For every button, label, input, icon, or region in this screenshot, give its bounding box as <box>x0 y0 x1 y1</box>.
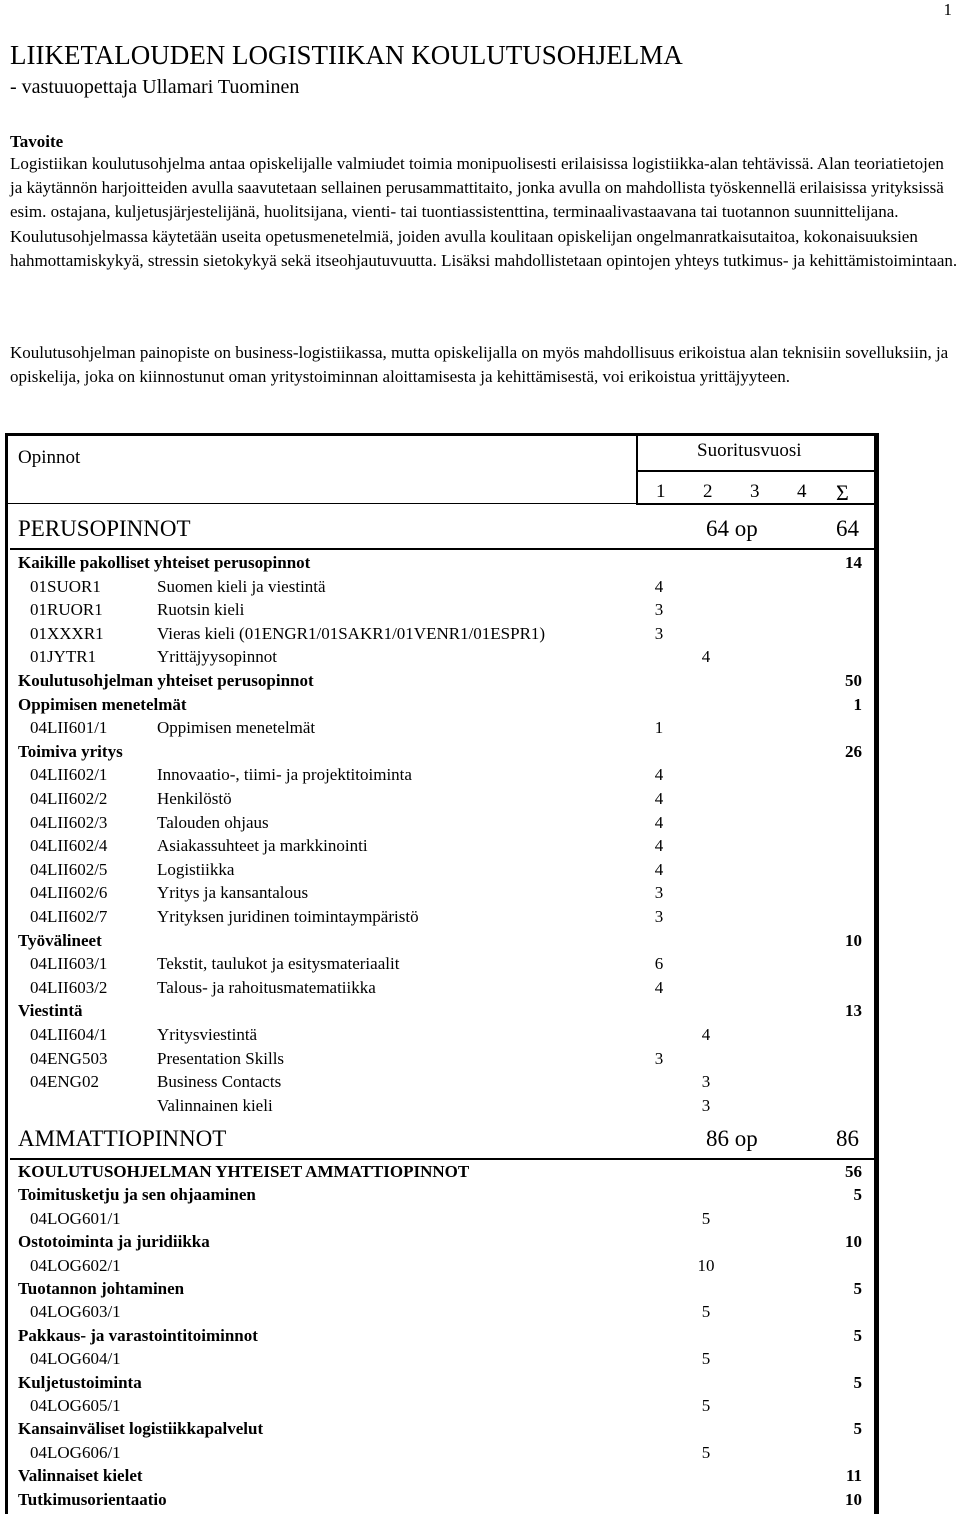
course-name: Ruotsin kieli <box>157 600 245 620</box>
course-code: 04LOG602/1 <box>30 1255 121 1275</box>
course-row <box>0 813 960 836</box>
course-name: Yrityksen juridinen toimintaympäristö <box>157 907 419 926</box>
course-code: 04LOG605/1 <box>30 1396 121 1415</box>
course-row <box>0 1396 960 1419</box>
course-code: 01RUOR1 <box>30 600 103 620</box>
header-year-divider <box>638 470 879 472</box>
course-code: 01JYTR1 <box>30 647 97 667</box>
section-perusopinnot-title: PERUSOPINNOT <box>18 516 191 541</box>
course-name: Valinnainen kieli <box>157 1095 273 1115</box>
paragraph-goal: Logistiikan koulutusohjelma antaa opiskelijalle valmiudet toimia monipuolisesti erilaisissa logistiikka-alan tehtävissä. Alan teoriatietojen ja käytännön harjoitteiden avulla saavutetaan sellainen perusammattitaito, jonka avulla on mahdollista työskennellä erilaisissa yrityksissä esim. ostajana, kuljetusjärjestelijänä, huolitsijana, vienti- tai tuontiassistenttina, terminaalivastaavana tai tuotannon suunnittelijana. Koulutusohjelmassa käytetään useita opetusmenetelmiä, joiden avulla koulitaan opiskelijan ongelmanratkaisutaitoa, kokonaisuuksien hahmottamiskykyä, stressin sietokykyä sekä itseohjautuvuutta. Lisäksi mahdollistetaan opintojen yhteys tutkimus- ja kehittämistoimintaan. <box>10 154 958 270</box>
course-name: Talouden ohjaus <box>157 812 269 832</box>
group-row <box>0 1326 960 1349</box>
group-row <box>0 671 960 694</box>
course-credits: 4 <box>654 836 664 856</box>
group-row <box>0 553 960 576</box>
course-name: Henkilöstö <box>157 789 232 808</box>
group-total: 5 <box>853 1419 862 1439</box>
course-code: 04LOG601/1 <box>30 1208 121 1228</box>
group-total: 1 <box>853 694 862 714</box>
group-row <box>0 742 960 765</box>
section-divider <box>10 548 878 550</box>
course-row <box>0 883 960 906</box>
group-row <box>0 695 960 718</box>
course-row <box>0 1209 960 1232</box>
group-label: Toimitusketju ja sen ohjaaminen <box>18 1185 256 1205</box>
group-label: Pakkaus- ja varastointitoiminnot <box>18 1325 258 1345</box>
course-code: 04LII602/4 <box>30 836 108 856</box>
course-code: 04LII603/1 <box>30 954 108 974</box>
header-year-4: 4 <box>797 481 807 502</box>
course-credits: 4 <box>701 1025 711 1044</box>
course-name: Innovaatio-, tiimi- ja projektitoiminta <box>157 765 412 785</box>
course-name: Yrittäjyysopinnot <box>157 647 277 667</box>
course-credits: 3 <box>654 600 664 620</box>
course-code: 04LOG603/1 <box>30 1302 121 1322</box>
group-total: 13 <box>845 1001 862 1021</box>
course-row <box>0 954 960 977</box>
course-code: 04LII601/1 <box>30 718 108 738</box>
course-code: 01XXXR1 <box>30 623 104 643</box>
section-ammattiopinnot-op: 86 op <box>706 1126 758 1151</box>
group-total: 5 <box>853 1325 862 1345</box>
header-sum-symbol: Σ <box>836 480 849 505</box>
group-row <box>0 1279 960 1302</box>
group-row <box>0 1185 960 1208</box>
course-credits: 4 <box>654 977 664 997</box>
course-credits: 4 <box>701 647 711 667</box>
header-year-2: 2 <box>703 481 713 502</box>
course-name: Oppimisen menetelmät <box>157 718 316 738</box>
course-code: 04ENG02 <box>30 1072 99 1092</box>
course-credits: 5 <box>701 1349 711 1369</box>
course-row <box>0 1302 960 1325</box>
course-row <box>0 765 960 788</box>
course-credits: 5 <box>701 1442 711 1462</box>
group-row <box>0 1232 960 1255</box>
course-row <box>0 978 960 1001</box>
group-total: 10 <box>845 930 862 950</box>
group-row <box>0 1162 960 1185</box>
course-code: 04LII603/2 <box>30 977 108 997</box>
course-code: 01SUOR1 <box>30 576 101 596</box>
course-name: Asiakassuhteet ja markkinointi <box>157 836 368 856</box>
course-credits: 3 <box>654 907 664 926</box>
group-total: 5 <box>853 1372 862 1392</box>
course-row <box>0 624 960 647</box>
course-row <box>0 907 960 930</box>
group-row <box>0 1466 960 1489</box>
section-ammattiopinnot-total: 86 <box>836 1126 859 1151</box>
course-credits: 3 <box>701 1072 711 1092</box>
course-credits: 4 <box>654 765 664 785</box>
course-row <box>0 1256 960 1279</box>
group-label: Valinnaiset kielet <box>18 1466 143 1486</box>
group-label: Työvälineet <box>18 930 102 950</box>
group-label: Kaikille pakolliset yhteiset perusopinnot <box>18 553 311 572</box>
course-code: 04LII602/5 <box>30 859 108 879</box>
course-row <box>0 836 960 859</box>
header-year-1: 1 <box>656 481 666 502</box>
header-opinnot: Opinnot <box>18 447 81 468</box>
section-ammattiopinnot-title: AMMATTIOPINNOT <box>18 1126 227 1151</box>
group-row <box>0 1490 960 1513</box>
group-total: 10 <box>845 1489 862 1509</box>
course-row <box>0 718 960 741</box>
page-number: 1 <box>943 0 952 19</box>
group-total: 50 <box>845 671 862 690</box>
course-row <box>0 647 960 670</box>
course-row <box>0 1096 960 1119</box>
course-code: 04LII602/3 <box>30 812 108 832</box>
course-name: Yritys ja kansantalous <box>157 883 309 903</box>
course-code: 04LII602/2 <box>30 789 108 808</box>
group-label: Tutkimusorientaatio <box>18 1489 167 1509</box>
group-label: Toimiva yritys <box>18 741 123 761</box>
course-name: Tekstit, taulukot ja esitysmateriaalit <box>157 954 400 974</box>
group-label: Kuljetustoiminta <box>18 1372 142 1392</box>
course-credits: 3 <box>654 883 664 903</box>
course-code: 04LII602/6 <box>30 883 108 903</box>
course-name: Suomen kieli ja viestintä <box>157 576 326 596</box>
tavoite-heading: Tavoite <box>10 132 64 151</box>
course-credits: 1 <box>654 718 664 738</box>
course-name: Yritysviestintä <box>157 1025 258 1044</box>
course-credits: 5 <box>701 1396 711 1415</box>
document-subtitle: - vastuuopettaja Ullamari Tuominen <box>10 76 300 98</box>
group-label: Tuotannon johtaminen <box>18 1279 185 1298</box>
course-row <box>0 860 960 883</box>
group-label: Oppimisen menetelmät <box>18 694 187 714</box>
group-total: 10 <box>845 1232 862 1252</box>
group-label: Koulutusohjelman yhteiset perusopinnot <box>18 671 314 690</box>
course-credits: 5 <box>701 1208 711 1228</box>
paragraph-focus: Koulutusohjelman painopiste on business-logistiikassa, mutta opiskelijalla on myös mahdollisuus erikoistua alan teknisiin sovelluksiin, ja opiskelija, joka on kiinnostunut oman yritystoiminnan aloittamisesta ja kehittämisestä, voi erikoistua yrittäjyyteen. <box>10 343 949 387</box>
course-credits: 3 <box>701 1095 711 1115</box>
section-perusopinnot-op: 64 op <box>706 516 758 541</box>
group-label: Viestintä <box>18 1001 83 1021</box>
section-divider <box>10 1158 878 1160</box>
course-code: 04LOG604/1 <box>30 1349 121 1369</box>
group-label: Ostotoiminta ja juridiikka <box>18 1232 210 1252</box>
course-name: Business Contacts <box>157 1072 282 1092</box>
course-row <box>0 1025 960 1048</box>
course-code: 04LII602/7 <box>30 907 108 926</box>
group-row <box>0 931 960 954</box>
course-name: Vieras kieli (01ENGR1/01SAKR1/01VENR1/01ESPR1) <box>157 623 546 643</box>
group-row <box>0 1419 960 1442</box>
course-credits: 6 <box>654 954 664 974</box>
group-label: Kansainväliset logistiikkapalvelut <box>18 1419 264 1439</box>
group-total: 26 <box>845 741 862 761</box>
course-row <box>0 1443 960 1466</box>
course-row <box>0 1349 960 1372</box>
group-total: 56 <box>845 1162 862 1181</box>
course-name: Presentation Skills <box>157 1048 285 1068</box>
course-credits: 3 <box>654 623 664 643</box>
course-credits: 5 <box>701 1302 711 1322</box>
group-label: KOULUTUSOHJELMAN YHTEISET AMMATTIOPINNOT <box>18 1162 470 1181</box>
course-credits: 4 <box>654 789 664 808</box>
course-credits: 10 <box>697 1255 715 1275</box>
course-credits: 4 <box>654 576 664 596</box>
header-suoritusvuosi: Suoritusvuosi <box>697 440 802 461</box>
course-code: 04LII604/1 <box>30 1025 108 1044</box>
course-row <box>0 789 960 812</box>
course-code: 04LII602/1 <box>30 765 108 785</box>
group-row <box>0 1001 960 1024</box>
header-year-3: 3 <box>750 481 760 502</box>
course-code: 04LOG606/1 <box>30 1442 121 1462</box>
course-row <box>0 600 960 623</box>
section-perusopinnot-total: 64 <box>836 516 859 541</box>
document-title: LIIKETALOUDEN LOGISTIIKAN KOULUTUSOHJELMA <box>10 40 683 70</box>
header-divider <box>5 503 639 504</box>
group-total: 5 <box>853 1279 862 1298</box>
group-total: 5 <box>853 1185 862 1205</box>
group-total: 14 <box>845 553 862 572</box>
course-row <box>0 577 960 600</box>
group-row <box>0 1373 960 1396</box>
course-code: 04ENG503 <box>30 1048 108 1068</box>
group-total: 11 <box>845 1466 862 1486</box>
course-credits: 4 <box>654 859 664 879</box>
course-name: Talous- ja rahoitusmatematiikka <box>157 977 376 997</box>
course-credits: 3 <box>654 1048 664 1068</box>
course-row <box>0 1072 960 1095</box>
course-name: Logistiikka <box>157 859 235 879</box>
course-credits: 4 <box>654 812 664 832</box>
course-row <box>0 1049 960 1072</box>
